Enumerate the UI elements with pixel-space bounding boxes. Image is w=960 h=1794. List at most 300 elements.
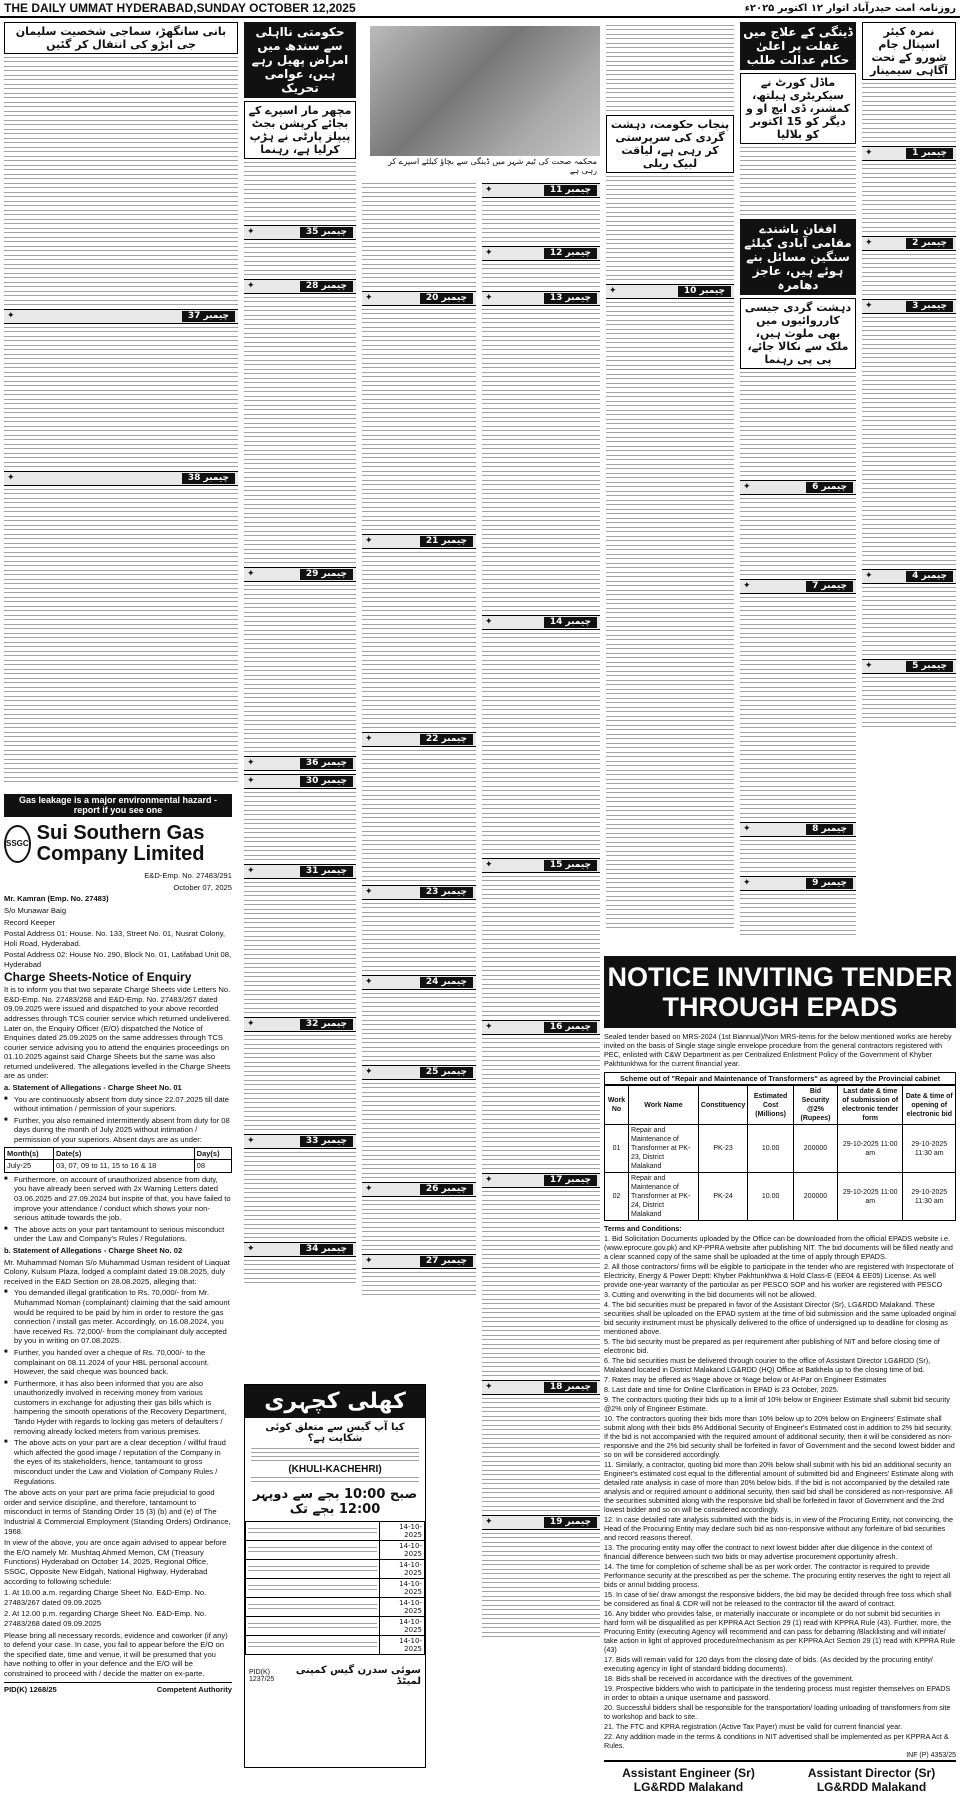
- ornament-icon: ✦: [485, 293, 493, 303]
- body-text-lines: [862, 479, 956, 485]
- body-text-lines: [4, 381, 238, 387]
- body-text-lines: [482, 309, 600, 315]
- body-text-lines: [606, 842, 734, 848]
- body-text-lines: [862, 83, 956, 89]
- body-text-lines: [244, 1062, 356, 1068]
- ornament-icon: ✦: [485, 617, 493, 627]
- body-text-lines: [362, 840, 476, 846]
- body-text-lines: [244, 1008, 356, 1014]
- body-text-lines: [244, 945, 356, 951]
- body-text-lines: [4, 336, 238, 342]
- body-text-lines: [606, 635, 734, 641]
- body-text-lines: [740, 732, 856, 738]
- body-text-lines: [482, 498, 600, 504]
- chamber-number: چیمبر 34: [300, 1244, 353, 1255]
- body-text-lines: [244, 189, 356, 195]
- body-text-lines: [862, 344, 956, 350]
- body-text-lines: [244, 927, 356, 933]
- body-text-lines: [244, 612, 356, 618]
- column-1: [862, 22, 956, 952]
- chamber-number: چیمبر 20: [420, 293, 473, 304]
- ssgc-stmt2-item: ■ You demanded illegal gratification to Rs. 70,000/- from Mr. Muhammad Noman (complainant) claiming that the said amount would be required to be paid by him in order to restore the gas connection / install gas meter. Accordingly, on 16.08.2024, you have received Rs. 72,000/- from the complainant duly accepted by you in writing on 07.08.2025.: [4, 1288, 232, 1346]
- ornament-icon: ✦: [247, 1244, 255, 1254]
- body-text-lines: [606, 34, 734, 40]
- body-text-lines: [4, 543, 238, 549]
- body-text-lines: [606, 608, 734, 614]
- body-text-lines: [482, 399, 600, 405]
- body-text-lines: [606, 446, 734, 452]
- body-text-lines: [740, 435, 856, 441]
- body-text-lines: [482, 1479, 600, 1485]
- body-text-lines: [4, 210, 238, 216]
- body-text-lines: [862, 164, 956, 170]
- body-text-lines: [740, 444, 856, 450]
- body-text-lines: [244, 693, 356, 699]
- ornament-icon: ✦: [865, 148, 873, 158]
- body-text-lines: [606, 491, 734, 497]
- text-cell: 01: [605, 1125, 629, 1173]
- body-text-lines: [4, 633, 238, 639]
- body-text-lines: [4, 399, 238, 405]
- body-text-lines: [4, 462, 238, 468]
- body-text-lines: [862, 371, 956, 377]
- body-text-lines: [4, 102, 238, 108]
- chamber-number: چیمبر 12: [544, 248, 597, 259]
- body-text-lines: [482, 1470, 600, 1476]
- body-text-lines: [244, 738, 356, 744]
- body-text-lines: [606, 266, 734, 272]
- body-text-lines: [482, 912, 600, 918]
- chamber-bar: [244, 1017, 356, 1032]
- body-text-lines: [482, 1047, 600, 1053]
- chamber-bar: [362, 732, 476, 747]
- kachehri-question: کیا آپ گیس سے متعلق کوئی شکایت ہے؟: [265, 1422, 405, 1444]
- body-text-lines: [862, 425, 956, 431]
- body-text-lines: [244, 828, 356, 834]
- column-5: [362, 180, 476, 1380]
- body-text-lines: [244, 1278, 356, 1284]
- kachehri-subtitle: (KHULI-KACHEHRI): [288, 1464, 382, 1475]
- body-text-lines: [362, 813, 476, 819]
- chamber-number: چیمبر 7: [806, 581, 853, 592]
- ornament-icon: ✦: [247, 776, 255, 786]
- body-text-lines: [244, 243, 356, 249]
- body-text-lines: [362, 669, 476, 675]
- body-text-lines: [482, 588, 600, 594]
- chamber-bar: [482, 183, 600, 198]
- text-cell: 14-10-2025: [380, 1560, 425, 1579]
- text-cell: 200000: [794, 1125, 838, 1173]
- body-text-lines: [606, 473, 734, 479]
- body-text-lines: [482, 489, 600, 495]
- body-text-lines: [362, 948, 476, 954]
- body-text-lines: [482, 1416, 600, 1422]
- body-text-lines: [362, 1164, 476, 1170]
- chamber-bar: [482, 1173, 600, 1188]
- body-text-lines: [4, 732, 238, 738]
- body-text-lines: [606, 356, 734, 362]
- body-text-lines: [482, 1218, 600, 1224]
- body-text-lines: [362, 471, 476, 477]
- body-text-lines: [606, 914, 734, 920]
- body-text-lines: [4, 579, 238, 585]
- body-text-lines: [740, 597, 856, 603]
- body-text-lines: [362, 1281, 476, 1287]
- chamber-number: چیمبر 17: [544, 1175, 597, 1186]
- body-text-lines: [482, 1254, 600, 1260]
- body-text-lines: [4, 192, 238, 198]
- body-text-lines: [740, 210, 856, 216]
- chamber-number: چیمبر 21: [420, 536, 473, 547]
- body-text-lines: [740, 741, 856, 747]
- body-text-lines: [482, 678, 600, 684]
- body-text-lines: [244, 657, 356, 663]
- body-text-lines: [482, 354, 600, 360]
- ornament-icon: ✦: [485, 1175, 493, 1185]
- body-text-lines: [740, 723, 856, 729]
- ssgc-notice: [4, 794, 232, 1766]
- ssgc-stmt1-item: ■ The above acts on your part tantamount to serious misconduct under the Law and Company's Rules / Regulations.: [4, 1225, 232, 1244]
- body-text-lines: [482, 723, 600, 729]
- body-text-lines: [4, 597, 238, 603]
- body-text-lines: [862, 632, 956, 638]
- ornament-icon: ✦: [865, 301, 873, 311]
- body-text-lines: [862, 353, 956, 359]
- body-text-lines: [4, 165, 238, 171]
- ssgc-closing: The above acts on your part are prima facie prejudicial to good order and service discipline, and therefore, tantamount to misconduct in terms of Standing Order 15 (3) (b) and (e) of The Industrial & Commercial Employment (Standing Orders) Ordinance, 1968.: [4, 1488, 231, 1536]
- body-text-lines: [251, 1456, 419, 1462]
- body-text-lines: [740, 390, 856, 396]
- body-text-lines: [482, 930, 600, 936]
- body-text-lines: [362, 1146, 476, 1152]
- body-text-lines: [248, 1642, 377, 1648]
- body-text-lines: [244, 1179, 356, 1185]
- body-text-lines: [362, 255, 476, 261]
- body-text-lines: [362, 462, 476, 468]
- body-text-lines: [362, 381, 476, 387]
- body-text-lines: [606, 680, 734, 686]
- body-text-lines: [362, 759, 476, 765]
- body-text-lines: [740, 687, 856, 693]
- chamber-bar: [740, 822, 856, 837]
- chamber-number: چیمبر 2: [906, 238, 953, 249]
- body-text-lines: [244, 990, 356, 996]
- column-4: [482, 180, 600, 1770]
- tender-term-item: 14. The time for completion of scheme shall be as per work order. The contractor is required to provide Performance security at the prescribed as per the scheme. The procuring entity reserves the right to reject all bids or annul bidding process.: [604, 1562, 951, 1589]
- body-text-lines: [606, 743, 734, 749]
- body-text-lines: [244, 720, 356, 726]
- column-7: [4, 22, 238, 788]
- body-text-lines: [482, 381, 600, 387]
- chamber-bar: [862, 236, 956, 251]
- body-text-lines: [244, 1098, 356, 1104]
- body-text-lines: [606, 833, 734, 839]
- body-text-lines: [482, 1191, 600, 1197]
- tender-term-item: 15. In case of tie/ draw amongst the responsive bidders, the bid may be decided through free toss which shall be considered as final & CDR will not be released to the contractor till the award of contract.: [604, 1590, 952, 1608]
- body-text-lines: [4, 651, 238, 657]
- body-text-lines: [244, 297, 356, 303]
- body-text-lines: [362, 822, 476, 828]
- body-text-lines: [4, 678, 238, 684]
- body-text-lines: [244, 603, 356, 609]
- body-text-lines: [740, 462, 856, 468]
- body-text-lines: [4, 363, 238, 369]
- body-text-lines: [482, 831, 600, 837]
- body-text-lines: [862, 722, 956, 728]
- body-text-lines: [244, 342, 356, 348]
- body-text-lines: [606, 70, 734, 76]
- body-text-lines: [244, 1188, 356, 1194]
- body-text-lines: [606, 88, 734, 94]
- body-text-lines: [482, 1011, 600, 1017]
- body-text-lines: [362, 282, 476, 288]
- body-text-lines: [244, 747, 356, 753]
- body-text-lines: [244, 1260, 356, 1266]
- body-text-lines: [482, 714, 600, 720]
- body-text-lines: [606, 329, 734, 335]
- headline-punjab: پنجاب حکومت، دہشت گردی کی سرپرستی کر رہی ہے، لیاقت لبیک ریلی: [606, 115, 734, 173]
- tender-sign-ad: Assistant Director (Sr) LG&RDD Malakand: [807, 1766, 936, 1794]
- body-text-lines: [740, 399, 856, 405]
- body-text-lines: [244, 315, 356, 321]
- body-text-lines: [362, 624, 476, 630]
- body-text-lines: [482, 525, 600, 531]
- body-text-lines: [244, 369, 356, 375]
- body-text-lines: [362, 642, 476, 648]
- body-text-lines: [4, 588, 238, 594]
- body-text-lines: [862, 128, 956, 134]
- body-text-lines: [4, 219, 238, 225]
- chamber-number: چیمبر 6: [806, 482, 853, 493]
- body-text-lines: [4, 327, 238, 333]
- headline-afghan: افغان باشندے مقامی آبادی کیلئے سنگین مسائل بنے ہوئے ہیں، عاجز دھامرہ: [740, 219, 856, 295]
- body-text-lines: [862, 272, 956, 278]
- text-cell: Constituency: [698, 1086, 747, 1125]
- body-text-lines: [740, 642, 856, 648]
- body-text-lines: [740, 705, 856, 711]
- body-text-lines: [362, 1011, 476, 1017]
- body-text-lines: [244, 216, 356, 222]
- tender-term-item: 13. The procuring entity may offer the contract to next lowest bidder after due diligence in the context of financial difference between such two bids or may advertise procurement opportunity afresh.: [604, 1543, 933, 1561]
- ssgc-to-role: Record Keeper: [4, 917, 56, 927]
- body-text-lines: [4, 75, 238, 81]
- body-text-lines: [244, 729, 356, 735]
- body-text-lines: [862, 623, 956, 629]
- body-text-lines: [244, 1206, 356, 1212]
- body-text-lines: [244, 1233, 356, 1239]
- body-text-lines: [862, 677, 956, 683]
- chamber-number: چیمبر 18: [544, 1382, 597, 1393]
- body-text-lines: [482, 210, 600, 216]
- body-text-lines: [362, 525, 476, 531]
- body-text-lines: [606, 527, 734, 533]
- ssgc-date: October 07, 2025: [173, 882, 232, 892]
- body-text-lines: [362, 1029, 476, 1035]
- body-text-lines: [362, 831, 476, 837]
- body-text-lines: [862, 389, 956, 395]
- chamber-bar: [362, 1065, 476, 1080]
- body-text-lines: [606, 25, 734, 31]
- body-text-lines: [482, 1119, 600, 1125]
- chamber-number: چیمبر 24: [420, 977, 473, 988]
- body-text-lines: [362, 561, 476, 567]
- body-text-lines: [482, 1578, 600, 1584]
- body-text-lines: [4, 660, 238, 666]
- body-text-lines: [482, 579, 600, 585]
- body-text-lines: [740, 714, 856, 720]
- body-text-lines: [362, 345, 476, 351]
- text-cell: 10.00: [748, 1125, 794, 1173]
- body-text-lines: [606, 106, 734, 112]
- body-text-lines: [862, 506, 956, 512]
- ssgc-subject: Charge Sheets-Notice of Enquiry: [4, 969, 192, 984]
- tender-term-item: 11. Similarly, a contractor, quoting bid more than 20% below shall submit with his bid an additional security an Engineer's estimated cost equal to the differential amount of submitted bid and Engineers' Estimate along with detailed rate analysis in case of more than 20% below bids. If the bid is not accompanied by the detailed rate analysis and or required amount o additional security, then said bid shall be considered as non-responsive. All the securities submitted along with the responsive bid shall be forfeited in favor of Government and the 2nd lowest bidder and so on will be considered accordingly.: [604, 1460, 954, 1514]
- body-text-lines: [244, 1269, 356, 1275]
- body-text-lines: [482, 201, 600, 207]
- body-text-lines: [482, 1407, 600, 1413]
- body-text-lines: [740, 930, 856, 936]
- chamber-number: چیمبر 4: [906, 571, 953, 582]
- ssgc-stmt1-item: ■ Furthermore, on account of unauthorized absence from duty, you have already been served with 2x Warning Letters dated 03.06.2025 and 27.09.2024 but inspite of that, you have failed to improve your attendance / conduct which shows your non-serious attitude towards the job.: [4, 1175, 232, 1223]
- body-text-lines: [362, 678, 476, 684]
- body-text-lines: [482, 327, 600, 333]
- chamber-bar: [244, 225, 356, 240]
- body-text-lines: [362, 192, 476, 198]
- headline-seminar: نمرہ کیئر اسپتال جام شورو کے تحت آگاہی سیمینار: [862, 22, 956, 80]
- body-text-lines: [606, 536, 734, 542]
- tender-term-item: 1. Bid Solicitation Documents uploaded by the Office can be downloaded from the official EPADS website i.e. (www.eprocure.gov.pk) and KP-PPRA website after publishing NIT. The bid documents will be filled neatly and a clear scanned copy of the same shall be uploaded at the time of apply through EPADS.: [604, 1234, 953, 1261]
- text-cell: 14-10-2025: [380, 1579, 425, 1598]
- body-text-lines: [362, 1020, 476, 1026]
- body-text-lines: [362, 1173, 476, 1179]
- body-text-lines: [362, 1083, 476, 1089]
- body-text-lines: [4, 156, 238, 162]
- body-text-lines: [362, 606, 476, 612]
- body-text-lines: [606, 464, 734, 470]
- body-text-lines: [362, 417, 476, 423]
- chamber-bar: [244, 756, 356, 771]
- body-text-lines: [482, 750, 600, 756]
- body-text-lines: [248, 1623, 377, 1629]
- body-text-lines: [482, 921, 600, 927]
- chamber-bar: [606, 284, 734, 299]
- body-text-lines: [244, 171, 356, 177]
- body-text-lines: [244, 378, 356, 384]
- body-text-lines: [862, 560, 956, 566]
- body-text-lines: [362, 957, 476, 963]
- body-text-lines: [862, 416, 956, 422]
- body-text-lines: [482, 543, 600, 549]
- text-cell: 14-10-2025: [380, 1598, 425, 1617]
- body-text-lines: [244, 1080, 356, 1086]
- body-text-lines: [244, 261, 356, 267]
- body-text-lines: [482, 606, 600, 612]
- body-text-lines: [482, 1290, 600, 1296]
- body-text-lines: [862, 596, 956, 602]
- text-cell: 02: [605, 1173, 629, 1221]
- body-text-lines: [482, 975, 600, 981]
- body-text-lines: [482, 966, 600, 972]
- body-text-lines: [740, 786, 856, 792]
- body-text-lines: [606, 860, 734, 866]
- body-text-lines: [4, 759, 238, 765]
- body-text-lines: [244, 432, 356, 438]
- body-text-lines: [4, 345, 238, 351]
- body-text-lines: [606, 689, 734, 695]
- body-text-lines: [606, 320, 734, 326]
- body-text-lines: [482, 1461, 600, 1467]
- body-text-lines: [606, 455, 734, 461]
- body-text-lines: [482, 1101, 600, 1107]
- text-cell: 08: [194, 1160, 231, 1173]
- body-text-lines: [482, 1488, 600, 1494]
- body-text-lines: [606, 437, 734, 443]
- body-text-lines: [482, 345, 600, 351]
- body-text-lines: [740, 147, 856, 153]
- body-text-lines: [244, 702, 356, 708]
- body-text-lines: [4, 264, 238, 270]
- body-text-lines: [862, 704, 956, 710]
- body-text-lines: [482, 471, 600, 477]
- chamber-number: چیمبر 35: [300, 227, 353, 238]
- tender-table: [604, 1085, 956, 1221]
- body-text-lines: [606, 617, 734, 623]
- tender-term-item: 12. In case detailed rate analysis submitted with the bids is, in view of the Procuring Entity, not convincing, the Head of the Procuring Entity may declare such bid as non-responsive without any forfeiture of bid securities and record reasons thereof.: [604, 1515, 954, 1542]
- body-text-lines: [482, 786, 600, 792]
- ornament-icon: ✦: [247, 1019, 255, 1029]
- body-text-lines: [362, 1209, 476, 1215]
- body-text-lines: [4, 273, 238, 279]
- chamber-number: چیمبر 11: [544, 185, 597, 196]
- body-text-lines: [482, 597, 600, 603]
- body-text-lines: [606, 905, 734, 911]
- text-cell: 14-10-2025: [380, 1541, 425, 1560]
- body-text-lines: [244, 882, 356, 888]
- body-text-lines: [244, 549, 356, 555]
- body-text-lines: [862, 407, 956, 413]
- text-cell: PK-23: [698, 1125, 747, 1173]
- body-text-lines: [482, 1263, 600, 1269]
- body-text-lines: [4, 390, 238, 396]
- body-text-lines: [606, 257, 734, 263]
- tender-term-item: 17. Bids will remain valid for 120 days from the closing date of bids. (As decided by the procuring entity/ executing agency in light of standard bidding documents).: [604, 1655, 933, 1673]
- body-text-lines: [362, 1047, 476, 1053]
- body-text-lines: [244, 936, 356, 942]
- tender-term-item: 4. The bid securities must be prepared in favor of the Assistant Director (Sr), LG&RDD Malakand. These securities shall be uploaded on the EPAD system at the time of bid submission and the same uploaded original bid security instrument must be physically delivered to the office of undersigned up to deadline for closing as mentioned above.: [604, 1300, 956, 1336]
- body-text-lines: [606, 644, 734, 650]
- ornament-icon: ✦: [485, 185, 493, 195]
- body-text-lines: [482, 1236, 600, 1242]
- chamber-bar: [740, 579, 856, 594]
- body-text-lines: [482, 1434, 600, 1440]
- body-text-lines: [482, 903, 600, 909]
- body-text-lines: [4, 435, 238, 441]
- kachehri-footer: سوئی سدرن گیس کمپنی لمیٹڈ: [295, 1665, 421, 1687]
- text-cell: 14-10-2025: [380, 1617, 425, 1636]
- body-text-lines: [482, 282, 600, 288]
- body-text-lines: [606, 97, 734, 103]
- body-text-lines: [740, 750, 856, 756]
- body-text-lines: [740, 543, 856, 549]
- body-text-lines: [862, 533, 956, 539]
- body-text-lines: [740, 507, 856, 513]
- body-text-lines: [482, 1245, 600, 1251]
- body-text-lines: [606, 788, 734, 794]
- body-text-lines: [4, 183, 238, 189]
- body-text-lines: [482, 318, 600, 324]
- chamber-number: چیمبر 19: [544, 1517, 597, 1528]
- body-text-lines: [482, 237, 600, 243]
